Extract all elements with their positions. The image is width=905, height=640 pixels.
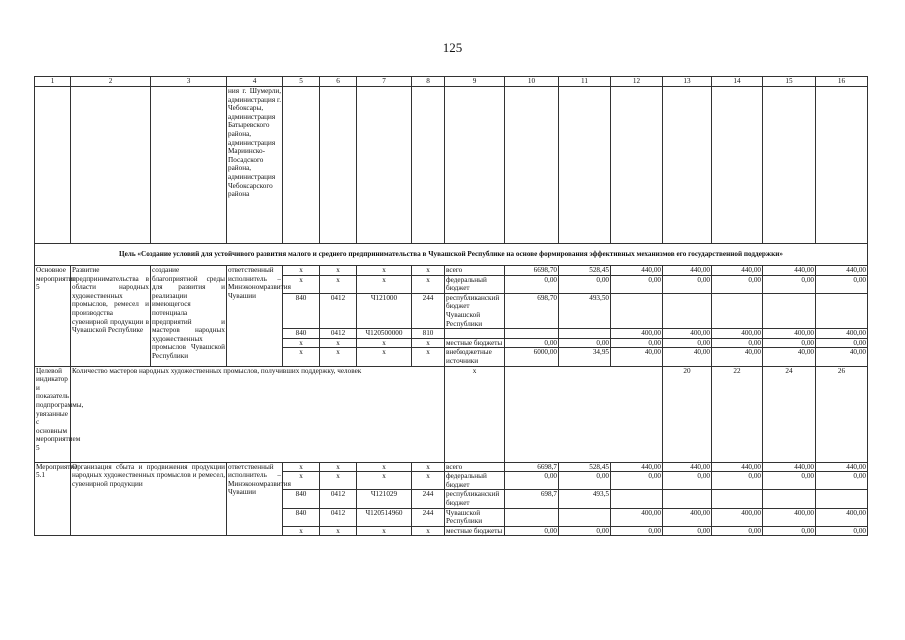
value-cell: 0,00 <box>816 472 868 490</box>
value-cell <box>816 293 868 328</box>
col-header: 5 <box>283 77 320 87</box>
indicator-value: 26 <box>816 366 868 462</box>
rzpr-cell: х <box>320 462 357 472</box>
source-cell: местные бюджеты <box>445 338 505 348</box>
value-cell <box>663 293 712 328</box>
value-cell <box>559 329 611 339</box>
value-cell: 0,00 <box>816 526 868 536</box>
csr-cell: х <box>357 462 412 472</box>
col-header: 4 <box>227 77 283 87</box>
value-cell: 528,45 <box>559 462 611 472</box>
value-cell: 0,00 <box>505 526 559 536</box>
value-cell: 440,00 <box>763 266 816 276</box>
source-cell: всего <box>445 462 505 472</box>
value-cell: 400,00 <box>611 329 663 339</box>
value-cell: 400,00 <box>712 508 763 526</box>
value-cell: 440,00 <box>663 462 712 472</box>
value-cell <box>559 508 611 526</box>
value-cell <box>663 490 712 508</box>
grbs-cell: 840 <box>283 490 320 508</box>
value-cell: 0,00 <box>505 275 559 293</box>
vr-cell: 810 <box>412 329 445 339</box>
event51-title: Мероприятие 5.1 <box>35 462 71 536</box>
grbs-cell: х <box>283 266 320 276</box>
vr-cell: 244 <box>412 508 445 526</box>
value-cell: 40,00 <box>663 348 712 366</box>
csr-cell: Ч120514960 <box>357 508 412 526</box>
vr-cell: 244 <box>412 293 445 328</box>
col-header: 16 <box>816 77 868 87</box>
value-cell: 0,00 <box>712 338 763 348</box>
rzpr-cell: 0412 <box>320 293 357 328</box>
value-cell: 440,00 <box>816 462 868 472</box>
source-cell <box>445 329 505 339</box>
grbs-cell: х <box>283 526 320 536</box>
value-cell: 400,00 <box>816 329 868 339</box>
rzpr-cell: х <box>320 338 357 348</box>
grbs-cell: х <box>283 472 320 490</box>
value-cell: 40,00 <box>816 348 868 366</box>
value-cell: 0,00 <box>663 526 712 536</box>
csr-cell: Ч121029 <box>357 490 412 508</box>
value-cell: 400,00 <box>816 508 868 526</box>
grbs-cell: х <box>283 275 320 293</box>
value-cell: 493,50 <box>559 293 611 328</box>
col-header: 6 <box>320 77 357 87</box>
value-cell: 6698,7 <box>505 462 559 472</box>
value-cell: 40,00 <box>763 348 816 366</box>
value-cell <box>816 490 868 508</box>
rzpr-cell: х <box>320 526 357 536</box>
value-cell: 0,00 <box>663 472 712 490</box>
value-cell: 400,00 <box>763 508 816 526</box>
value-cell: 0,00 <box>663 338 712 348</box>
value-cell: 400,00 <box>663 508 712 526</box>
value-cell: 0,00 <box>816 275 868 293</box>
value-cell: 440,00 <box>816 266 868 276</box>
value-cell: 6000,00 <box>505 348 559 366</box>
value-cell: 0,00 <box>505 472 559 490</box>
value-cell: 0,00 <box>712 526 763 536</box>
value-cell: 400,00 <box>763 329 816 339</box>
source-cell: внебюджетные источники <box>445 348 505 366</box>
value-cell: 440,00 <box>763 462 816 472</box>
col-header: 15 <box>763 77 816 87</box>
goal-row <box>35 244 868 266</box>
grbs-cell: 840 <box>283 329 320 339</box>
value-cell: 0,00 <box>559 275 611 293</box>
event5-name: Развитие предпринимательства в области народных художественных промыслов, ремесел и производства сувенирной продукции в Чувашской Республике <box>71 266 151 367</box>
csr-cell: х <box>357 338 412 348</box>
source-cell: местные бюджеты <box>445 526 505 536</box>
indicator-value: 20 <box>663 366 712 462</box>
value-cell <box>763 490 816 508</box>
value-cell <box>712 293 763 328</box>
vr-cell: 244 <box>412 490 445 508</box>
col-header: 12 <box>611 77 663 87</box>
value-cell: 440,00 <box>611 266 663 276</box>
table-row <box>35 266 868 276</box>
value-cell: 0,00 <box>611 472 663 490</box>
value-cell: 440,00 <box>663 266 712 276</box>
value-cell: 0,00 <box>611 526 663 536</box>
value-cell: 40,00 <box>712 348 763 366</box>
goal-text: Цель «Создание условий для устойчивого развития малого и среднего предпринимательства в Чувашской Республике на основе формирования эффективных механизмов его государственной поддержки» <box>35 244 868 266</box>
csr-cell: х <box>357 348 412 366</box>
value-cell: 440,00 <box>611 462 663 472</box>
value-cell: 493,5 <box>559 490 611 508</box>
source-cell: республиканский бюджет Чувашской Республики <box>445 293 505 328</box>
value-cell: 440,00 <box>712 462 763 472</box>
vr-cell: х <box>412 338 445 348</box>
value-cell: 440,00 <box>712 266 763 276</box>
value-cell: 0,00 <box>505 338 559 348</box>
col-header: 10 <box>505 77 559 87</box>
grbs-cell: 840 <box>283 508 320 526</box>
csr-cell: х <box>357 266 412 276</box>
executors-cell: ния г. Шумерли, администрация г. Чебоксары, администрация Батыревского района, администрация Мариинско-Посадского района, администрация Чебоксарского района <box>227 87 283 244</box>
indicator-value: 22 <box>712 366 763 462</box>
indicator-row <box>35 366 868 462</box>
col-header: 13 <box>663 77 712 87</box>
event51-executor: ответственный исполнитель – Минэкономразвития Чувашии <box>227 462 283 536</box>
indicator-text: Количество мастеров народных художественных промыслов, получивших поддержку, человек <box>71 366 445 462</box>
value-cell: 0,00 <box>559 338 611 348</box>
value-cell: 698,70 <box>505 293 559 328</box>
value-cell: 0,00 <box>611 275 663 293</box>
value-cell <box>712 490 763 508</box>
col-header: 7 <box>357 77 412 87</box>
value-cell: 528,45 <box>559 266 611 276</box>
source-cell: республиканский бюджет <box>445 490 505 508</box>
indicator-value: 24 <box>763 366 816 462</box>
value-cell: 0,00 <box>816 338 868 348</box>
col-header: 11 <box>559 77 611 87</box>
value-cell: 34,95 <box>559 348 611 366</box>
source-cell: федеральный бюджет <box>445 472 505 490</box>
indicator-title: Целевой индикатор и показатель подпрограммы, увязанные с основным мероприятием 5 <box>35 366 71 462</box>
event51-name: Организация сбыта и продвижения продукции народных художественных промыслов и ремесел, сувенирной продукции <box>71 462 227 536</box>
rzpr-cell: 0412 <box>320 508 357 526</box>
vr-cell: х <box>412 472 445 490</box>
source-cell: федеральный бюджет <box>445 275 505 293</box>
value-cell: 0,00 <box>663 275 712 293</box>
value-cell: 0,00 <box>763 275 816 293</box>
continuation-row <box>35 87 868 244</box>
rzpr-cell: 0412 <box>320 490 357 508</box>
rzpr-cell: х <box>320 348 357 366</box>
csr-cell: х <box>357 275 412 293</box>
vr-cell: х <box>412 266 445 276</box>
value-cell: 0,00 <box>712 275 763 293</box>
value-cell: 0,00 <box>763 526 816 536</box>
value-cell: 0,00 <box>611 338 663 348</box>
col-header: 2 <box>71 77 151 87</box>
csr-cell: Ч120500000 <box>357 329 412 339</box>
col-header: 14 <box>712 77 763 87</box>
csr-cell: х <box>357 472 412 490</box>
indicator-code: х <box>445 366 505 462</box>
csr-cell: Ч121000 <box>357 293 412 328</box>
page-number: 125 <box>442 40 463 55</box>
header-row <box>35 77 868 87</box>
value-cell: 698,7 <box>505 490 559 508</box>
grbs-cell: х <box>283 462 320 472</box>
value-cell <box>505 329 559 339</box>
indicator-value <box>505 366 663 462</box>
col-header: 3 <box>151 77 227 87</box>
value-cell <box>505 508 559 526</box>
col-header: 1 <box>35 77 71 87</box>
rzpr-cell: 0412 <box>320 329 357 339</box>
value-cell: 400,00 <box>712 329 763 339</box>
value-cell: 0,00 <box>712 472 763 490</box>
source-cell: всего <box>445 266 505 276</box>
value-cell: 0,00 <box>559 472 611 490</box>
program-table <box>34 76 868 536</box>
value-cell: 40,00 <box>611 348 663 366</box>
rzpr-cell: х <box>320 472 357 490</box>
value-cell: 400,00 <box>663 329 712 339</box>
rzpr-cell: х <box>320 266 357 276</box>
grbs-cell: х <box>283 348 320 366</box>
value-cell: 0,00 <box>763 338 816 348</box>
value-cell <box>763 293 816 328</box>
value-cell: 0,00 <box>559 526 611 536</box>
vr-cell: х <box>412 462 445 472</box>
grbs-cell: 840 <box>283 293 320 328</box>
col-header: 8 <box>412 77 445 87</box>
event5-goal: создание благоприятной среды для развития и реализации имеющегося потенциала предприятий и мастеров народных художественных промыслов Чувашской Республики <box>151 266 227 367</box>
event5-title: Основное мероприятие 5 <box>35 266 71 367</box>
value-cell <box>611 490 663 508</box>
col-header: 9 <box>445 77 505 87</box>
source-cell: Чувашской Республики <box>445 508 505 526</box>
csr-cell: х <box>357 526 412 536</box>
value-cell: 400,00 <box>611 508 663 526</box>
rzpr-cell: х <box>320 275 357 293</box>
value-cell: 6698,70 <box>505 266 559 276</box>
vr-cell: х <box>412 348 445 366</box>
value-cell: 0,00 <box>763 472 816 490</box>
table-row <box>35 462 868 472</box>
value-cell <box>611 293 663 328</box>
vr-cell: х <box>412 526 445 536</box>
event5-executor: ответственный исполнитель – Минэкономразвития Чувашии <box>227 266 283 367</box>
vr-cell: х <box>412 275 445 293</box>
grbs-cell: х <box>283 338 320 348</box>
